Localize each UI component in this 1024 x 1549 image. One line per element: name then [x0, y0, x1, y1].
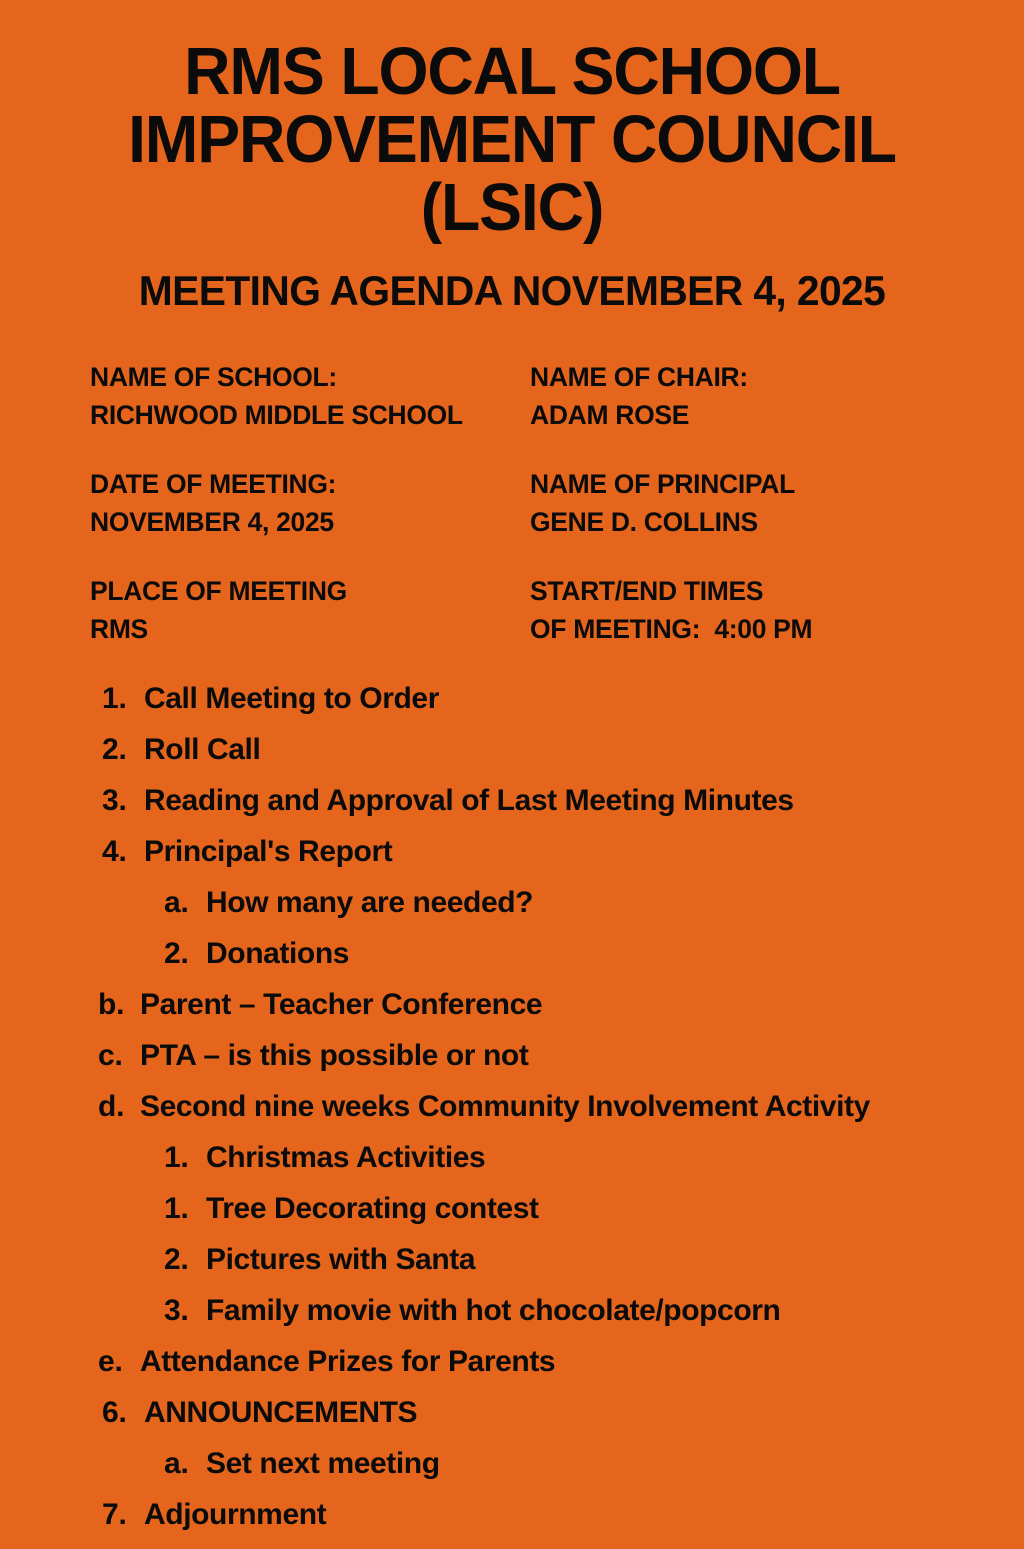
agenda-item-label: Set next meeting — [206, 1447, 440, 1480]
title-line-1: RMS LOCAL SCHOOL — [184, 34, 840, 109]
agenda-item-label: Pictures with Santa — [206, 1243, 476, 1276]
title-line-3: (LSIC) — [420, 170, 604, 245]
info-label-school: NAME OF SCHOOL: — [90, 362, 337, 392]
info-label-chair: NAME OF CHAIR: — [530, 362, 748, 392]
page-title — [0, 0, 1024, 245]
info-value-school: RICHWOOD MIDDLE SCHOOL — [90, 400, 463, 430]
agenda-list — [0, 682, 1024, 1549]
agenda-item — [92, 1447, 994, 1498]
info-label-principal: NAME OF PRINCIPAL — [530, 469, 795, 499]
info-value-principal: GENE D. COLLINS — [530, 507, 758, 537]
agenda-item-label: Adjournment — [144, 1498, 327, 1531]
agenda-item-label: Family movie with hot chocolate/popcorn — [206, 1294, 781, 1327]
info-value-place: RMS — [90, 614, 148, 644]
agenda-item — [92, 1141, 994, 1192]
agenda-item-marker: 2. — [164, 1243, 189, 1276]
agenda-item-label: Reading and Approval of Last Meeting Minutes — [144, 784, 794, 817]
agenda-item — [92, 1345, 994, 1396]
info-label-place: PLACE OF MEETING — [90, 576, 347, 606]
agenda-item-marker: d. — [98, 1090, 125, 1123]
agenda-item — [92, 937, 994, 988]
meeting-info-grid — [0, 358, 1024, 648]
agenda-item-label: Second nine weeks Community Involvement Activity — [140, 1090, 870, 1123]
agenda-item-marker: c. — [98, 1039, 123, 1072]
agenda-item-marker: 2. — [164, 937, 189, 970]
page-subtitle: MEETING AGENDA NOVEMBER 4, 2025 — [138, 267, 886, 314]
info-value-date: NOVEMBER 4, 2025 — [90, 507, 334, 537]
agenda-item — [92, 784, 994, 835]
agenda-item-marker: 2. — [102, 733, 127, 766]
agenda-item-label: Roll Call — [144, 733, 261, 766]
agenda-item-marker: 3. — [102, 784, 127, 817]
agenda-item — [92, 733, 994, 784]
info-field-school — [90, 358, 530, 434]
info-field-times — [530, 572, 984, 648]
info-field-principal — [530, 465, 984, 541]
agenda-item-label: Parent – Teacher Conference — [140, 988, 543, 1021]
agenda-item — [92, 1396, 994, 1447]
agenda-item-label: How many are needed? — [206, 886, 534, 919]
agenda-item — [92, 1498, 994, 1549]
agenda-item — [92, 1039, 994, 1090]
info-value-chair: ADAM ROSE — [530, 400, 690, 430]
agenda-item-label: Principal's Report — [144, 835, 393, 868]
agenda-item-marker: a. — [164, 1447, 189, 1480]
agenda-item-label: ANNOUNCEMENTS — [144, 1396, 418, 1429]
agenda-item — [92, 1192, 994, 1243]
agenda-item-marker: e. — [98, 1345, 123, 1378]
agenda-item — [92, 1243, 994, 1294]
info-label-date: DATE OF MEETING: — [90, 469, 337, 499]
agenda-item — [92, 886, 994, 937]
agenda-item-marker: 7. — [102, 1498, 127, 1531]
agenda-item — [92, 1090, 994, 1141]
agenda-item-label: Tree Decorating contest — [206, 1192, 539, 1225]
agenda-item-marker: 6. — [102, 1396, 127, 1429]
info-field-chair — [530, 358, 984, 434]
title-line-2: IMPROVEMENT COUNCIL — [128, 102, 896, 177]
agenda-item — [92, 988, 994, 1039]
agenda-item-marker: 1. — [102, 682, 127, 715]
agenda-item-label: Call Meeting to Order — [144, 682, 439, 715]
agenda-item-marker: 1. — [164, 1192, 189, 1225]
agenda-item-label: Attendance Prizes for Parents — [140, 1345, 556, 1378]
agenda-item-label: Donations — [206, 937, 350, 970]
agenda-item-label: PTA – is this possible or not — [140, 1039, 529, 1072]
agenda-item — [92, 1294, 994, 1345]
info-field-place — [90, 572, 530, 648]
agenda-item-marker: b. — [98, 988, 125, 1021]
info-field-date — [90, 465, 530, 541]
agenda-item-marker: 3. — [164, 1294, 189, 1327]
agenda-item — [92, 835, 994, 886]
info-value-times: OF MEETING: 4:00 PM — [530, 614, 813, 644]
agenda-item-label: Christmas Activities — [206, 1141, 486, 1174]
agenda-item-marker: 4. — [102, 835, 127, 868]
agenda-item-marker: 1. — [164, 1141, 189, 1174]
agenda-item-marker: a. — [164, 886, 189, 919]
agenda-item — [92, 682, 994, 733]
info-label-times: START/END TIMES — [530, 576, 764, 606]
